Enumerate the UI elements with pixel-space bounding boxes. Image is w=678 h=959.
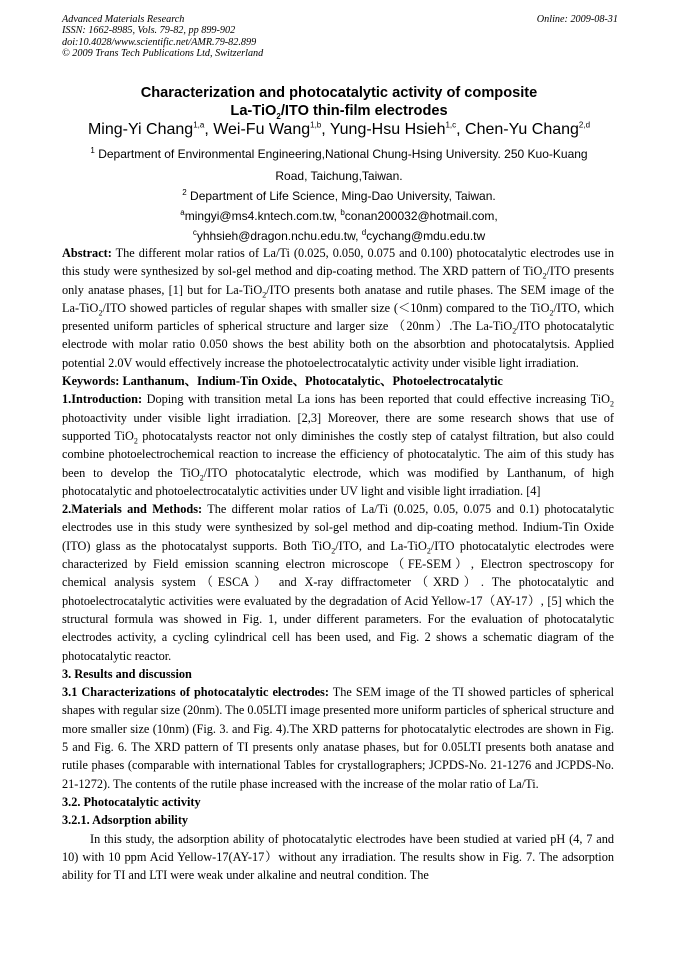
author: Yung-Hsu Hsieh$^{1,c}$,	[329, 120, 466, 138]
author: Chen-Yu Chang$^{2,d}$	[465, 120, 591, 138]
introduction: 1.Introduction: Doping with transition metal La ions has been reported that could effective increasing TiO$_2$ photoactivity under visible light irradiation. [2,3] Moreover, there are some research shows that use of supported TiO$_2$ photocatalysts reactor not only diminishes the costly step of catalyst filtration, but also could combine photoelectrochemical reaction to increase the efficiency of photocatalytic. The aim of this study has been to develop the TiO$_2$/ITO photocatalytic electrode, which was modified by Lanthanum, of high photocatalytic and photoelectrocatalytic activities under UV light and visible light irradiation. [4]	[62, 392, 615, 498]
section-3-2-1-text: In this study, the adsorption ability of photocatalytic electrodes have been studied at varied pH (4, 7 and 10) with 10 ppm Acid Yellow-17(AY-17）without any irradiation. The results show in Fig. 7. The adsorption ability for TI and LTI were weak under alkaline and neutral condition. The	[62, 831, 614, 883]
emails-line1: $^a$mingyi@ms4.kntech.com.tw, $^b$conan200032@hotmail.com,	[180, 208, 498, 223]
materials-methods: 2.Materials and Methods: The different molar ratios of La/Ti (0.025, 0.05, 0.075 and 0.1) photocatalytic electrodes use in this study were synthesized by sol-gel method and dip-coating method. Indium-Tin Oxide (ITO) glass as the photocatalyst supports. Both TiO$_2$/ITO, and La-TiO$_2$/ITO photocatalytic electrodes were characterized by Field emission scanning electron microscope（FE-SEM）, Electron spectroscopy for chemical analysis system（ESCA） and X-ray diffractometer（XRD）. The photocatalytic and photoelectrocatalytic activities were evaluated by the degradation of Acid Yellow-17（AY-17）, [5] which the structural formula was showed in Fig. 1, under different parameters. For the evaluation of photocatalytic electrodes activity, a cycling cylindrical cell has been used, and Fig. 2 shows a schematic diagram of the photocatalytic reactor.	[62, 502, 614, 663]
issn: ISSN: 1662-8985, Vols. 79-82, pp 899-902	[62, 25, 236, 37]
doi: doi:10.4028/www.scientific.net/AMR.79-82.899	[62, 36, 257, 48]
author: Ming-Yi Chang$^{1,a}$,	[87, 120, 214, 138]
section-heading-3-2-1: 3.2.1. Adsorption ability	[62, 813, 189, 828]
keywords: Keywords: Lanthanum、Indium-Tin Oxide、Photocatalytic、Photoelectrocatalytic	[62, 374, 503, 389]
affiliation-2: $^2$ Department of Life Science, Ming-Dao University, Taiwan.	[182, 188, 496, 203]
affiliation-1: $^1$ Department of Environmental Engineering,National Chung-Hsing University. 250 Kuo-Kuang Road, Taichung,Taiwan.	[90, 146, 588, 183]
copyright: © 2009 Trans Tech Publications Ltd, Switzerland	[62, 48, 264, 60]
journal-name: Advanced Materials Research	[62, 14, 185, 25]
author: Wei-Fu Wang$^{1,b}$,	[213, 120, 330, 138]
paper-title-line1: Characterization and photocatalytic activity of composite	[140, 85, 538, 101]
abstract: Abstract: The different molar ratios of La/Ti (0.025, 0.050, 0.075 and 0.100) photocatalytic electrodes use in this study were synthesized by sol-gel method and dip-coating method. The XRD pattern of TiO$_2$/ITO presents only anatase phases, [1] but for La-TiO$_2$/ITO presents both anatase and rutile phases. The SEM image of the La-TiO$_2$/ITO showed particles of regular shapes with smaller size (＜10nm) compared to the TiO$_2$/ITO, which presented uniform particles of spherical structure and larger size （20nm）.The La-TiO$_2$/ITO photocatalytic electrode with molar ratio 0.050 shows the best ability both on the absorbtion and photocatalytsis. Applied potential 2.0V would effectively increase the photoelectrocatalytic activity under visible light irradiation.	[62, 246, 614, 370]
section-heading-3-2: 3.2. Photocatalytic activity	[62, 794, 201, 809]
section-heading-results: 3. Results and discussion	[62, 666, 192, 681]
emails-line2: $^c$yhhsieh@dragon.nchu.edu.tw, $^d$cychang@mdu.edu.tw	[192, 228, 486, 243]
journal-header	[62, 14, 618, 60]
section-3-1: 3.1 Characterizations of photocatalytic electrodes: The SEM image of the TI showed particles of spherical shapes with regular size (20nm). The 0.05LTI image presented more uniform particles of spherical structure and more smaller size (10nm) (Fig. 3. and Fig. 4).The XRD patterns for photocatalytic electrodes are shown in Fig. 5 and Fig. 6. The XRD pattern of TI presents only anatase phases, but for 0.05LTI presents both anatase and rutile phases (comparable with international Tables for crystallographers; JCPDS-No. 21-1276 and JCPDS-No. 21-1272). The contents of the rutile phase increased with the increase of the molar ratio of La/Ti.	[62, 685, 615, 791]
author-list	[30, 120, 648, 140]
paper-title-line2: La-TiO$_2$/ITO thin-film electrodes	[230, 103, 448, 121]
online-date: Online: 2009-08-31	[536, 14, 618, 25]
paper-body	[62, 244, 614, 884]
